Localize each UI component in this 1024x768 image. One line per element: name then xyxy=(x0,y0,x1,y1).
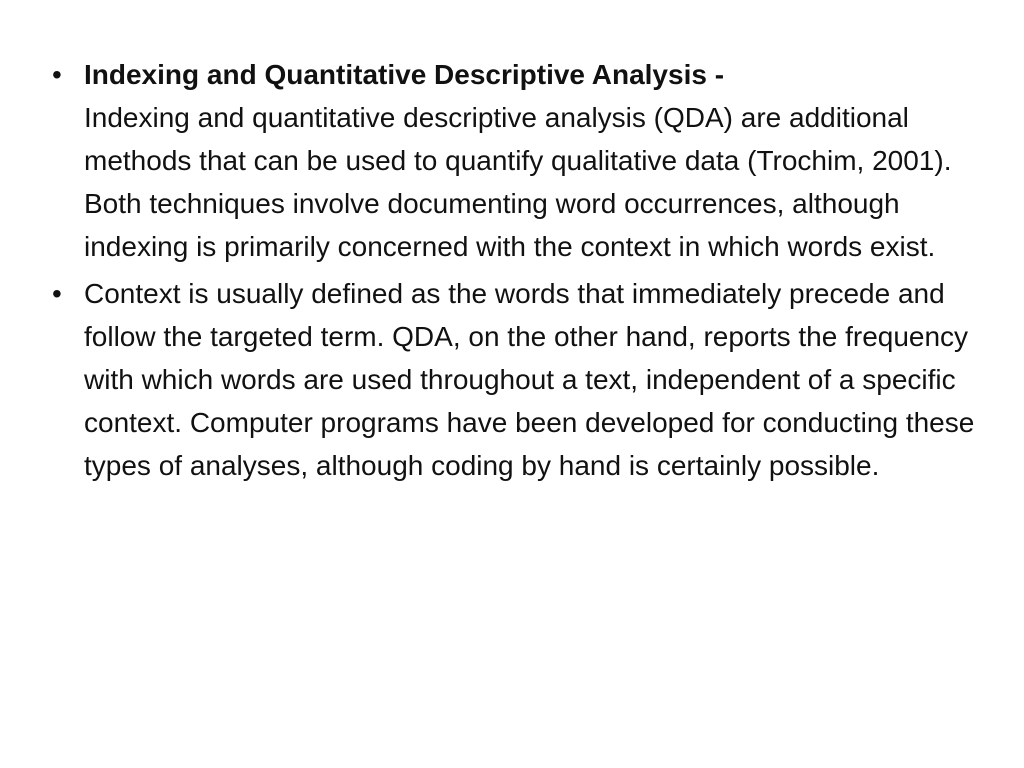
bullet-marker: • xyxy=(52,59,62,90)
slide-body xyxy=(50,53,990,491)
bullet-list xyxy=(50,53,990,487)
bullet-item-context xyxy=(50,272,990,487)
bullet-text: Context is usually defined as the words that immediately precede and follow the targeted term. QDA, on the other hand, reports the frequency with which words are used throughout a text, independent of a specific context. Computer programs have been developed for conducting these types of analyses, although coding by hand is certainly possible. xyxy=(84,278,975,481)
bullet-item-indexing xyxy=(50,53,990,268)
bullet-marker: • xyxy=(52,278,62,309)
bullet-heading: Indexing and Quantitative Descriptive Analysis - xyxy=(84,59,725,90)
bullet-text: Indexing and quantitative descriptive analysis (QDA) are additional methods that can be used to quantify qualitative data (Trochim, 2001). Both techniques involve documenting word occurrences, although indexing is primarily concerned with the context in which words exist. xyxy=(84,102,952,262)
